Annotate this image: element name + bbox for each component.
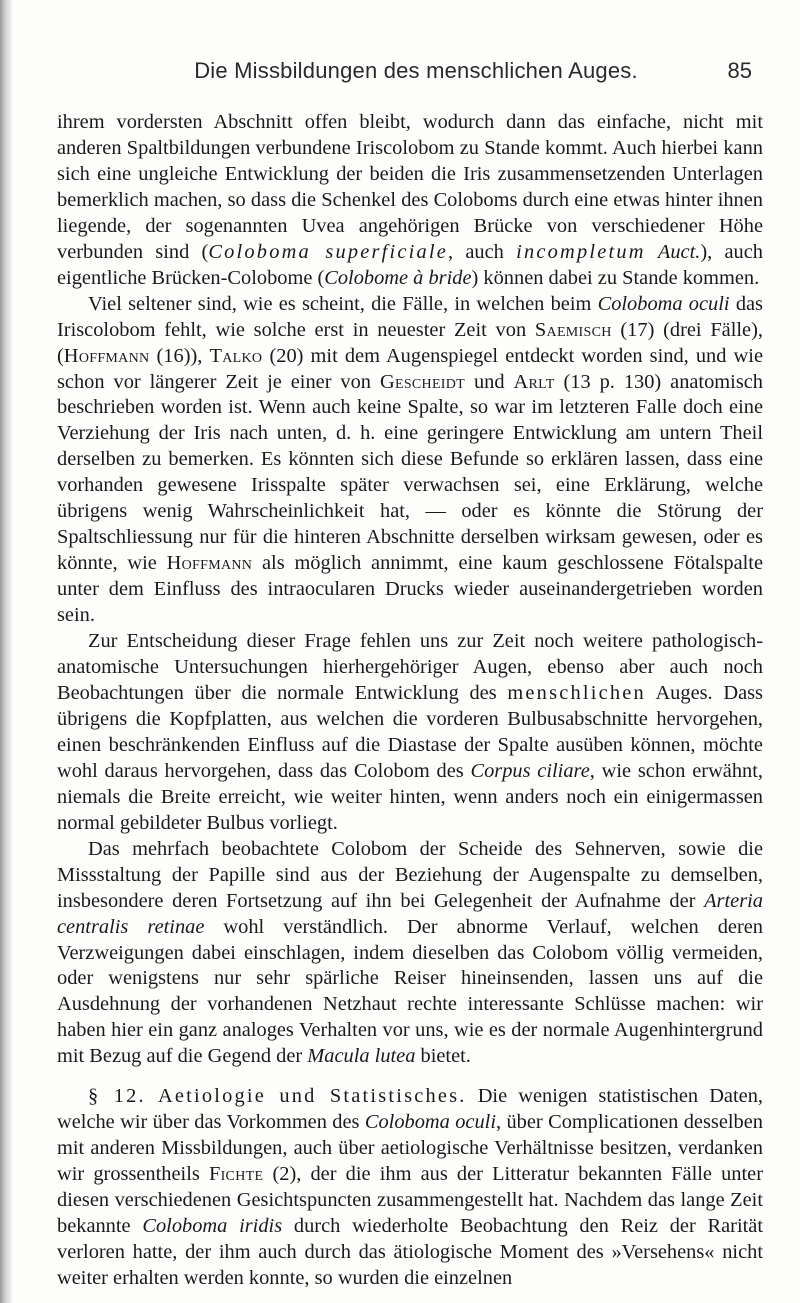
body-text bbox=[57, 110, 763, 1292]
page-number: 85 bbox=[727, 58, 752, 83]
paragraph-1 bbox=[57, 110, 763, 292]
emphasis: incompletum bbox=[516, 240, 646, 263]
author-name: Talko bbox=[209, 344, 263, 367]
emphasis: Coloboma oculi bbox=[364, 1111, 496, 1134]
author-name: Hoffmann bbox=[166, 552, 253, 575]
text-run: , auch bbox=[448, 240, 517, 263]
section-gap bbox=[57, 1070, 763, 1084]
text-run: ) können dabei zu Stande kommen. bbox=[471, 266, 760, 289]
author-name: Saemisch bbox=[534, 318, 612, 341]
emphasis: Coloboma iridis bbox=[142, 1215, 283, 1238]
text-run: wohl verständlich. Der abnorme Verlauf, welchen deren Verzweigungen dabei einschlagen, indem dieselben das Colobom völlig vermeiden, oder wenigstens nur sehr spärliche Reiser hineinsenden, lassen uns auf die Ausdehnung der vorhandenen Netzhaut rechte interessante Schlüsse machen: wir haben hier ein ganz analoges Verhalten vor uns, wie es der normale Augenhintergrund mit Bezug auf die Gegend der bbox=[57, 915, 763, 1068]
text-run: bietet. bbox=[415, 1045, 471, 1068]
author-name: Gescheidt bbox=[379, 370, 466, 393]
text-run: durch wiederholte Beobachtung den Reiz der Rarität verloren hatte, der ihm auch durch das ätiologische Moment des »Versehens« nicht weiter erhalten werden konnte, so wurden die einzelnen bbox=[57, 1215, 763, 1289]
text-run: Viel seltener sind, wie es scheint, die Fälle, in welchen beim bbox=[88, 292, 598, 315]
text-run: (17) (drei Fälle), ( bbox=[57, 318, 763, 367]
running-header bbox=[80, 58, 752, 88]
text-run: (20) mit dem Augenspiegel entdeckt worden sind, und wie schon vor längerer Zeit je einer von bbox=[57, 344, 763, 393]
text-run: Die wenigen statistischen Daten, welche wir über das Vorkommen des bbox=[57, 1085, 763, 1134]
emphasis: Colobome à bride bbox=[324, 266, 472, 289]
paragraph-2 bbox=[57, 292, 763, 629]
text-run: als möglich annimmt, eine kaum geschlossene Fötalspalte unter dem Einfluss des intraocularen Drucks wieder auseinandergetrieben worden sein. bbox=[57, 552, 764, 627]
author-name: Arlt bbox=[513, 370, 555, 393]
text-run: ), auch eigentliche Brücken-Colobome ( bbox=[57, 240, 763, 289]
text-run: , über Complicationen desselben mit anderen Missbildungen, auch über aetiologische Verhältnisse besitzen, verdanken wir grossentheils bbox=[57, 1111, 763, 1186]
emphasis: Corpus ciliare bbox=[470, 759, 590, 782]
emphasis: Macula lutea bbox=[307, 1045, 416, 1068]
emphasis: Coloboma oculi bbox=[597, 292, 730, 315]
paragraph-3 bbox=[57, 629, 763, 837]
text-run: Das mehrfach beobachtete Colobom der Scheide des Sehnerven, sowie die Missstaltung der Papille sind aus der Beziehung der Augenspalte zu demselben, insbesondere deren Fortsetzung auf ihn bei Gelegenheit der Aufnahme der bbox=[57, 837, 763, 912]
text-run: (13 p. 130) anatomisch beschrieben worden ist. Wenn auch keine Spalte, so war im letzteren Falle doch eine Verziehung der Iris nach unten, d. h. eine geringere Entwicklung am untern Theil derselben zu bemerken. Es könnten sich diese Befunde so erklären lassen, dass eine vorhanden gewesene Irisspalte später verwachsen sei, eine Erklärung, welche übrigens wenig Wahrscheinlichkeit hat, — oder es könnte die Störung der Spaltschliessung nur für die hinteren Abschnitte derselben wirksam gewesen, oder es könnte, wie bbox=[57, 370, 764, 575]
text-run: und bbox=[465, 370, 514, 393]
emphasis: Auct. bbox=[657, 240, 701, 263]
text-run: , wie schon erwähnt, niemals die Breite erreicht, wie weiter hinten, wenn anders noch ein einigermassen normal gebildeter Bulbus vorliegt. bbox=[57, 759, 763, 834]
text-run: Auges. Dass übrigens die Kopfplatten, aus welchen die vorderen Bulbusabschnitte hervorgehen, einen beschränkenden Einfluss auf die Diastase der Spalte ausüben können, möchte wohl daraus hervorgehen, dass das Colobom des bbox=[57, 681, 763, 782]
emphasis: menschlichen bbox=[507, 681, 646, 704]
text-run: Zur Entscheidung dieser Frage fehlen uns zur Zeit noch weitere pathologisch-anatomische Untersuchungen hierhergehöriger Augen, ebenso aber auch noch Beobachtungen über die normale Entwicklung des bbox=[57, 630, 763, 704]
paragraph-4 bbox=[57, 837, 763, 1071]
page-binding-edge bbox=[0, 0, 12, 1303]
running-title: Die Missbildungen des menschlichen Auges. bbox=[194, 58, 638, 83]
section-heading: § 12. Aetiologie und Statistisches. bbox=[88, 1085, 467, 1108]
text-run: ihrem vordersten Abschnitt offen bleibt, wodurch dann das einfache, nicht mit anderen Spaltbildungen verbundene Iriscolobom zu Stande kommt. Auch hierbei kann sich eine ungleiche Entwicklung der beiden die Iris zusammensetzenden Unterlagen bemerklich machen, so dass die Schenkel des Coloboms durch eine etwas hinter ihnen liegende, der sogenannten Uvea angehörigen Brücke von verschiedener Höhe verbunden sind ( bbox=[57, 111, 763, 263]
emphasis: Coloboma superficiale bbox=[208, 240, 449, 263]
text-run: (16)), bbox=[149, 344, 210, 367]
author-name: Hoffmann bbox=[63, 344, 150, 367]
text-run: das Iriscolobom fehlt, wie solche erst in neuester Zeit von bbox=[57, 292, 763, 341]
paragraph-5 bbox=[57, 1084, 763, 1292]
text-run: (2), der die ihm aus der Litteratur bekannten Fälle unter diesen verschiedenen Gesichtspuncten zusammengestellt hat. Nachdem das lange Zeit bekannte bbox=[57, 1163, 763, 1238]
author-name: Fichte bbox=[208, 1163, 264, 1186]
emphasis: Arteria centralis retinae bbox=[57, 889, 763, 938]
